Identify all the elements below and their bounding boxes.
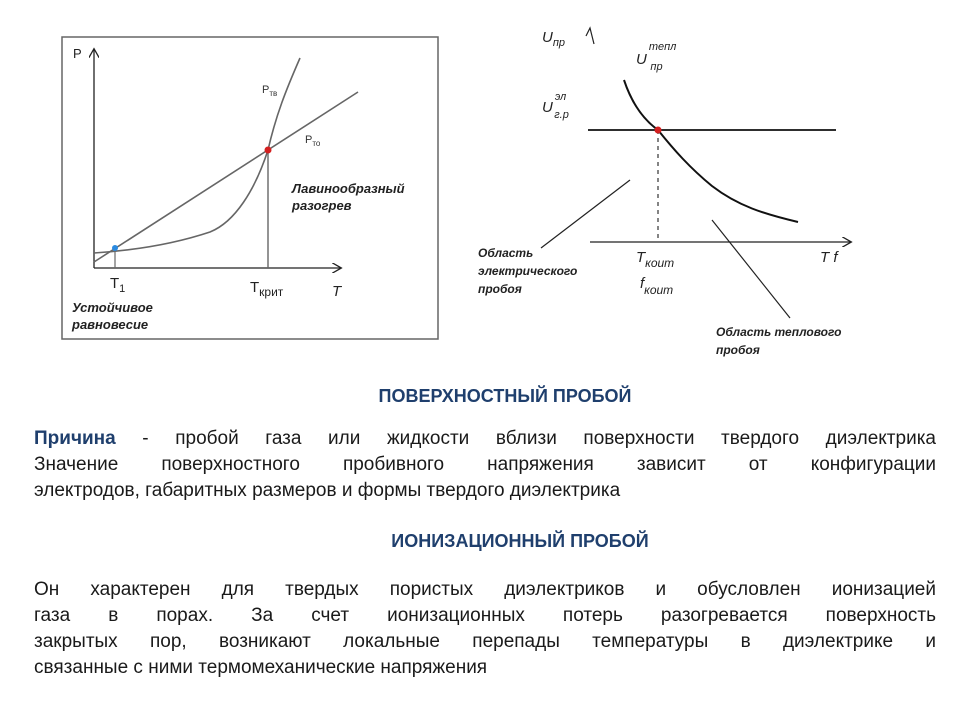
left-x-axis-label: T — [332, 283, 342, 300]
stable-label-1: Устойчивое — [72, 300, 153, 315]
thermal-region-pointer — [712, 220, 790, 318]
electric-region-label-2: электрического — [478, 264, 578, 278]
equilibrium-point — [112, 245, 118, 251]
p-to-label: $P_{то}$ — [305, 134, 321, 148]
right-x-axis-label: T f — [820, 249, 838, 266]
tcrit-label: $T_{крит}$ — [250, 279, 284, 299]
f-coit-label: $f_{коит}$ — [640, 275, 674, 297]
surface-line-2: Значение поверхностного пробивного напряжения зависит от конфигурации — [34, 454, 936, 475]
p-tv-label: $P_{тв}$ — [262, 84, 278, 98]
electric-region-pointer — [541, 180, 630, 248]
t1-label: $T_1$ — [110, 275, 126, 295]
ionization-breakdown-title: ИОНИЗАЦИОННЫЙ ПРОБОЙ — [391, 531, 649, 551]
ionization-line-4: связанные с ними термомеханические напряжения — [34, 657, 488, 678]
left-y-axis-label: P — [73, 46, 82, 61]
avalanche-label-2: разогрев — [292, 198, 352, 213]
surface-breakdown-title: ПОВЕРХНОСТНЫЙ ПРОБОЙ — [378, 386, 632, 406]
ionization-line-2: газа в порах. За счет ионизационных потерь разогревается поверхность — [34, 605, 936, 626]
t-coit-label: $T_{коит}$ — [636, 249, 675, 270]
surface-breakdown-text — [34, 426, 936, 504]
thermal-region-label-2: пробоя — [716, 343, 760, 357]
u-electric-label: $U^{эл}$ г.р — [542, 91, 569, 121]
p-to-line — [94, 92, 358, 262]
ionization-breakdown-text — [34, 577, 936, 681]
surface-line-3: электродов, габаритных размеров и формы твердого диэлектрика — [34, 480, 621, 501]
ionization-line-1: Он характерен для твердых пористых диэлектриков и обусловлен ионизацией — [34, 579, 936, 600]
right-y-axis-label: $U_{пр}$ — [542, 29, 566, 49]
critical-point — [265, 147, 272, 154]
ionization-line-3: закрытых пор, возникают локальные перепады температуры в диэлектрике и — [34, 631, 936, 652]
left-diagram — [62, 37, 438, 339]
thermal-breakdown-curve — [624, 80, 798, 222]
thermal-region-label-1: Область теплового — [716, 325, 842, 339]
electric-region-label-1: Область — [478, 246, 534, 260]
cause-label: Причина — [34, 428, 116, 449]
electric-region-label-3: пробоя — [478, 282, 522, 296]
right-diagram — [478, 28, 850, 357]
transition-point — [655, 127, 662, 134]
u-thermal-label: $U^{тепл}$ пр — [636, 41, 677, 73]
avalanche-label-1: Лавинообразный — [292, 181, 405, 196]
surface-line-1-text: - пробой газа или жидкости вблизи поверхности твердого диэлектрика — [115, 428, 936, 449]
right-y-axis-arrow-icon — [586, 28, 594, 44]
stable-label-2: равновесие — [72, 317, 149, 332]
surface-line-1 — [34, 426, 936, 452]
